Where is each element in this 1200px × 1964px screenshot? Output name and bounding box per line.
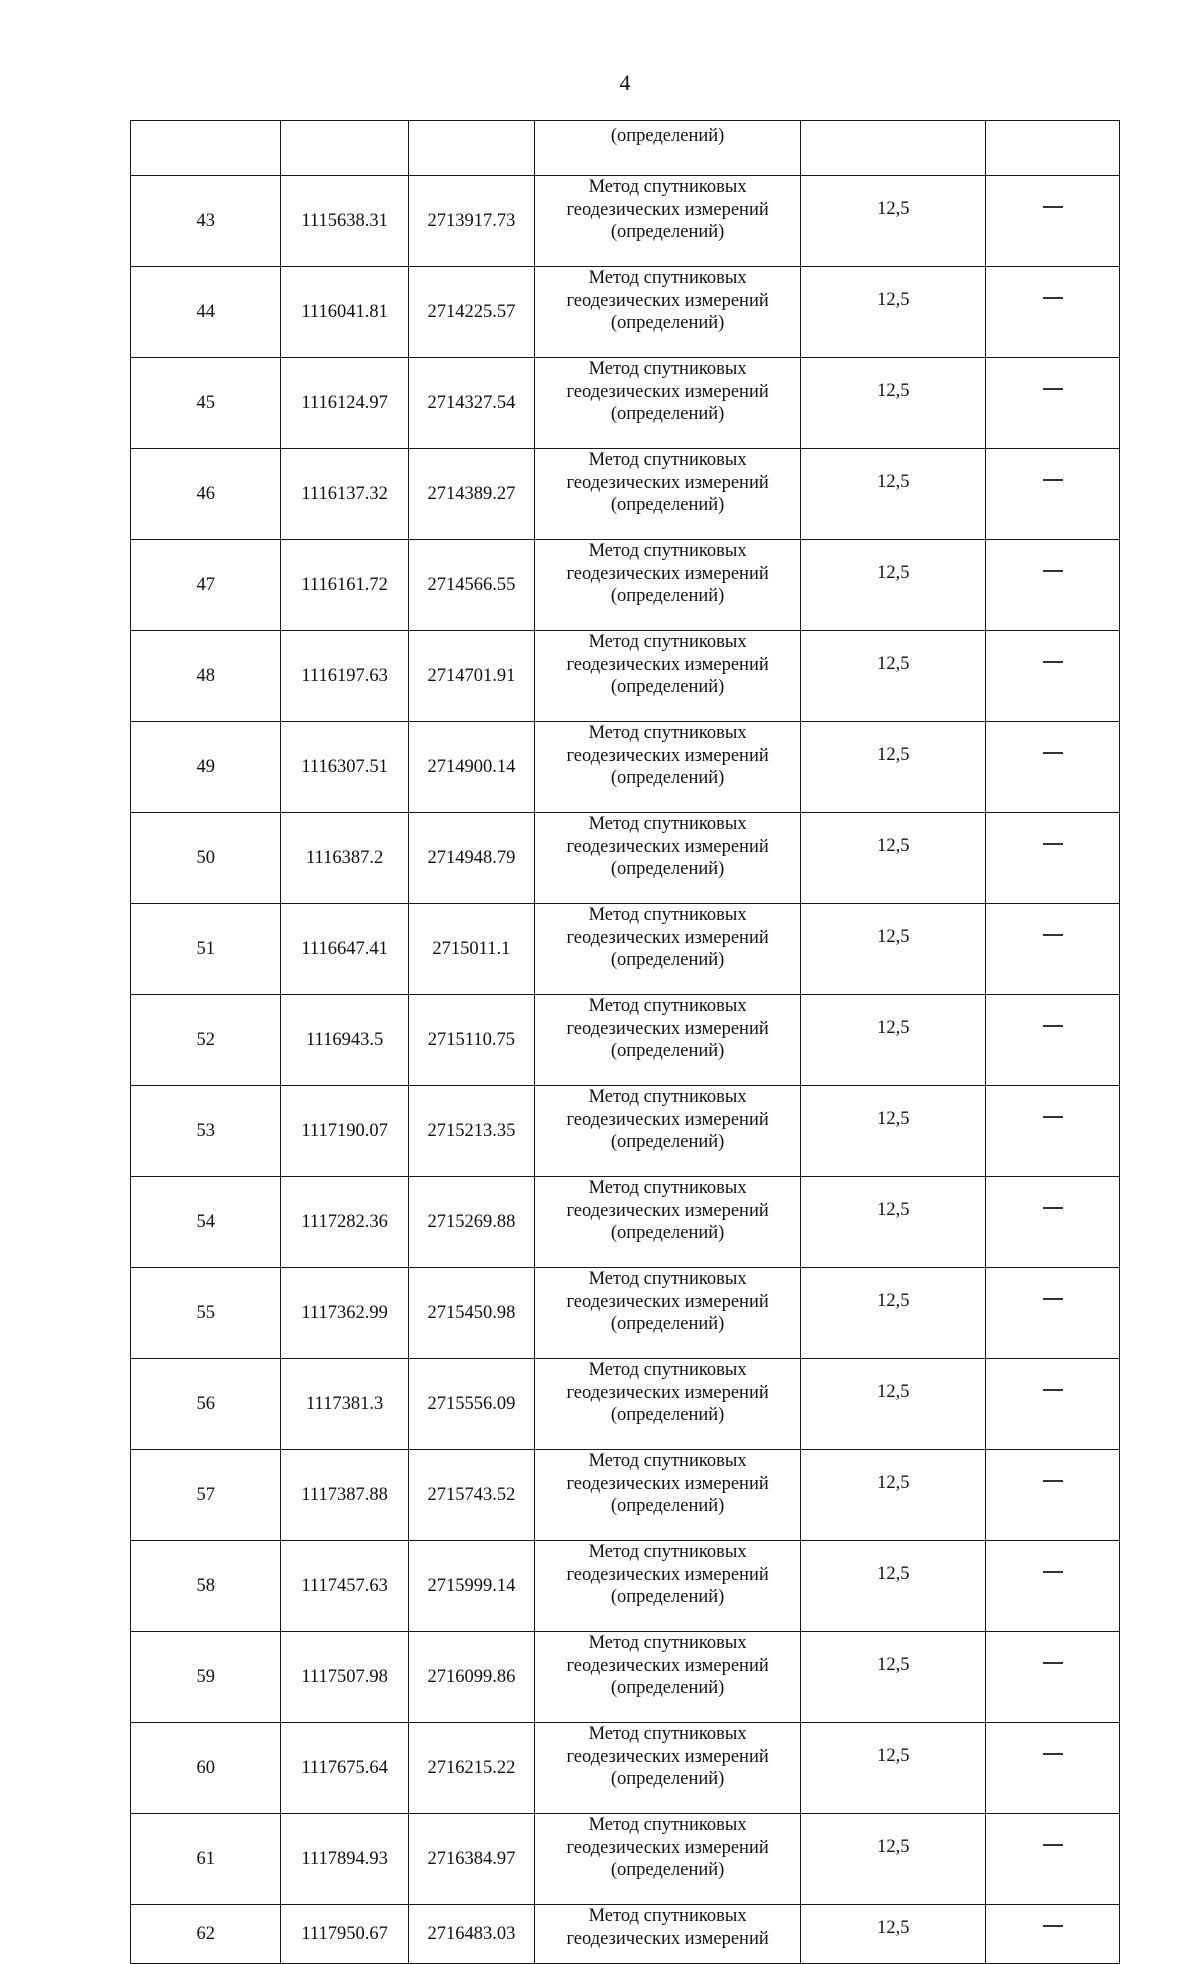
table-row xyxy=(131,358,1120,449)
method-line-2: геодезических измерений xyxy=(566,654,769,675)
table-row xyxy=(131,631,1120,722)
x-coordinate-cell: 1117457.63 xyxy=(281,1541,408,1632)
method-line-2: геодезических измерений xyxy=(566,199,769,220)
method-line-3: (определений) xyxy=(610,1314,725,1334)
x-coordinate-cell: 1116137.32 xyxy=(281,449,408,540)
method-line-3: (определений) xyxy=(610,404,725,424)
method-line-1: Метод спутниковых xyxy=(588,1269,747,1289)
method-line-1: Метод спутниковых xyxy=(588,268,747,288)
table-row xyxy=(131,1632,1120,1723)
method-line-3: (определений) xyxy=(610,1587,725,1607)
page-number: 4 xyxy=(619,70,631,95)
method-line-3: (определений) xyxy=(610,1223,725,1243)
method-line-3: (определений) xyxy=(610,222,725,242)
method-cell xyxy=(535,1086,801,1177)
accuracy-cell: 12,5 xyxy=(801,1905,986,1964)
cell-empty xyxy=(281,121,408,176)
dash-cell xyxy=(986,449,1120,540)
accuracy-cell: 12,5 xyxy=(801,1450,986,1541)
method-cell xyxy=(535,1723,801,1814)
accuracy-cell: 12,5 xyxy=(801,1723,986,1814)
method-line-1: Метод спутниковых xyxy=(588,814,747,834)
dash-cell xyxy=(986,1541,1120,1632)
method-line-2: геодезических измерений xyxy=(566,1928,769,1949)
dash-mark xyxy=(1043,1298,1063,1300)
accuracy-cell: 12,5 xyxy=(801,1814,986,1905)
y-coordinate-cell: 2715269.88 xyxy=(408,1177,534,1268)
method-line-3: (определений) xyxy=(610,1132,725,1152)
x-coordinate-cell: 1117507.98 xyxy=(281,1632,408,1723)
dash-mark xyxy=(1043,1207,1063,1209)
dash-mark xyxy=(1043,1025,1063,1027)
table-row xyxy=(131,995,1120,1086)
table-row xyxy=(131,1814,1120,1905)
method-line-2: геодезических измерений xyxy=(566,927,769,948)
accuracy-cell: 12,5 xyxy=(801,1359,986,1450)
point-number-cell: 53 xyxy=(131,1086,281,1177)
method-cell xyxy=(535,1814,801,1905)
method-cell xyxy=(535,813,801,904)
accuracy-cell: 12,5 xyxy=(801,995,986,1086)
table-row xyxy=(131,813,1120,904)
y-coordinate-cell: 2715743.52 xyxy=(408,1450,534,1541)
y-coordinate-cell: 2716099.86 xyxy=(408,1632,534,1723)
dash-cell xyxy=(986,1814,1120,1905)
dash-mark xyxy=(1043,1389,1063,1391)
accuracy-cell: 12,5 xyxy=(801,358,986,449)
method-cell xyxy=(535,1905,801,1964)
dash-mark xyxy=(1043,1662,1063,1664)
table-row xyxy=(131,1177,1120,1268)
dash-cell xyxy=(986,1905,1120,1964)
dash-mark xyxy=(1043,297,1063,299)
y-coordinate-cell: 2714389.27 xyxy=(408,449,534,540)
accuracy-cell: 12,5 xyxy=(801,813,986,904)
dash-mark xyxy=(1043,388,1063,390)
accuracy-cell: 12,5 xyxy=(801,1177,986,1268)
point-number-cell: 48 xyxy=(131,631,281,722)
y-coordinate-cell: 2714566.55 xyxy=(408,540,534,631)
dash-cell xyxy=(986,1450,1120,1541)
x-coordinate-cell: 1117387.88 xyxy=(281,1450,408,1541)
table-body xyxy=(131,121,1120,1964)
table-row xyxy=(131,540,1120,631)
method-line-3: (определений) xyxy=(610,1405,725,1425)
method-line-1: Метод спутниковых xyxy=(588,1178,747,1198)
accuracy-cell: 12,5 xyxy=(801,1268,986,1359)
y-coordinate-cell: 2714327.54 xyxy=(408,358,534,449)
method-continuation: (определений) xyxy=(535,121,801,176)
method-line-3: (определений) xyxy=(610,1860,725,1880)
method-line-2: геодезических измерений xyxy=(566,1746,769,1767)
y-coordinate-cell: 2715110.75 xyxy=(408,995,534,1086)
method-cell xyxy=(535,1359,801,1450)
dash-mark xyxy=(1043,1753,1063,1755)
method-line-1: Метод спутниковых xyxy=(588,1906,747,1926)
point-number-cell: 46 xyxy=(131,449,281,540)
method-line-3: (определений) xyxy=(610,768,725,788)
method-line-1: Метод спутниковых xyxy=(588,1724,747,1744)
dash-cell xyxy=(986,176,1120,267)
table-row xyxy=(131,176,1120,267)
x-coordinate-cell: 1116943.5 xyxy=(281,995,408,1086)
method-line-2: геодезических измерений xyxy=(566,1564,769,1585)
method-line-2: геодезических измерений xyxy=(566,836,769,857)
method-line-1: Метод спутниковых xyxy=(588,359,747,379)
method-cell xyxy=(535,904,801,995)
point-number-cell: 49 xyxy=(131,722,281,813)
table-row xyxy=(131,1450,1120,1541)
dash-cell xyxy=(986,540,1120,631)
method-line-2: геодезических измерений xyxy=(566,290,769,311)
dash-mark xyxy=(1043,570,1063,572)
table-row xyxy=(131,1086,1120,1177)
dash-mark xyxy=(1043,1480,1063,1482)
dash-mark xyxy=(1043,206,1063,208)
dash-cell xyxy=(986,1632,1120,1723)
x-coordinate-cell: 1116307.51 xyxy=(281,722,408,813)
cell-empty xyxy=(986,121,1120,176)
x-coordinate-cell: 1117362.99 xyxy=(281,1268,408,1359)
dash-mark xyxy=(1043,479,1063,481)
dash-cell xyxy=(986,267,1120,358)
method-line-2: геодезических измерений xyxy=(566,1655,769,1676)
dash-cell xyxy=(986,904,1120,995)
y-coordinate-cell: 2715450.98 xyxy=(408,1268,534,1359)
x-coordinate-cell: 1117381.3 xyxy=(281,1359,408,1450)
method-line-1: Метод спутниковых xyxy=(588,1542,747,1562)
method-line-2: геодезических измерений xyxy=(566,1291,769,1312)
method-cell xyxy=(535,176,801,267)
method-line-2: геодезических измерений xyxy=(566,1837,769,1858)
point-number-cell: 43 xyxy=(131,176,281,267)
method-line-1: Метод спутниковых xyxy=(588,1360,747,1380)
method-cell xyxy=(535,1177,801,1268)
y-coordinate-cell: 2714900.14 xyxy=(408,722,534,813)
point-number-cell: 57 xyxy=(131,1450,281,1541)
method-line-3: (определений) xyxy=(610,677,725,697)
method-line-3: (определений) xyxy=(610,495,725,515)
method-line-2: геодезических измерений xyxy=(566,381,769,402)
table-row xyxy=(131,267,1120,358)
y-coordinate-cell: 2716384.97 xyxy=(408,1814,534,1905)
y-coordinate-cell: 2714948.79 xyxy=(408,813,534,904)
dash-cell xyxy=(986,358,1120,449)
dash-cell xyxy=(986,1723,1120,1814)
method-cell xyxy=(535,631,801,722)
accuracy-cell: 12,5 xyxy=(801,631,986,722)
y-coordinate-cell: 2715999.14 xyxy=(408,1541,534,1632)
table-row xyxy=(131,1541,1120,1632)
method-line-1: Метод спутниковых xyxy=(588,450,747,470)
method-line-2: геодезических измерений xyxy=(566,1200,769,1221)
accuracy-cell: 12,5 xyxy=(801,540,986,631)
point-number-cell: 51 xyxy=(131,904,281,995)
method-cell xyxy=(535,1268,801,1359)
dash-cell xyxy=(986,1086,1120,1177)
x-coordinate-cell: 1117190.07 xyxy=(281,1086,408,1177)
coordinates-table xyxy=(130,120,1120,1964)
method-line-1: Метод спутниковых xyxy=(588,1633,747,1653)
method-line-1: Метод спутниковых xyxy=(588,1451,747,1471)
point-number-cell: 61 xyxy=(131,1814,281,1905)
dash-mark xyxy=(1043,1925,1063,1927)
dash-cell xyxy=(986,1359,1120,1450)
x-coordinate-cell: 1115638.31 xyxy=(281,176,408,267)
y-coordinate-cell: 2714701.91 xyxy=(408,631,534,722)
cell-empty xyxy=(131,121,281,176)
y-coordinate-cell: 2715556.09 xyxy=(408,1359,534,1450)
point-number-cell: 55 xyxy=(131,1268,281,1359)
method-line-1: Метод спутниковых xyxy=(588,1815,747,1835)
dash-cell xyxy=(986,1268,1120,1359)
table-row xyxy=(131,449,1120,540)
method-line-2: геодезических измерений xyxy=(566,1018,769,1039)
dash-cell xyxy=(986,631,1120,722)
cell-empty xyxy=(408,121,534,176)
method-line-1: Метод спутниковых xyxy=(588,905,747,925)
method-line-2: геодезических измерений xyxy=(566,472,769,493)
x-coordinate-cell: 1117675.64 xyxy=(281,1723,408,1814)
method-cell xyxy=(535,540,801,631)
table-row xyxy=(131,722,1120,813)
accuracy-cell: 12,5 xyxy=(801,449,986,540)
method-line-3: (определений) xyxy=(610,1496,725,1516)
accuracy-cell: 12,5 xyxy=(801,176,986,267)
method-cell xyxy=(535,722,801,813)
y-coordinate-cell: 2715011.1 xyxy=(408,904,534,995)
accuracy-cell: 12,5 xyxy=(801,1541,986,1632)
dash-mark xyxy=(1043,1116,1063,1118)
accuracy-cell: 12,5 xyxy=(801,1086,986,1177)
method-line-1: Метод спутниковых xyxy=(588,632,747,652)
dash-mark xyxy=(1043,752,1063,754)
table-row xyxy=(131,1268,1120,1359)
method-cell xyxy=(535,1541,801,1632)
dash-mark xyxy=(1043,934,1063,936)
method-line-1: Метод спутниковых xyxy=(588,723,747,743)
method-line-2: геодезических измерений xyxy=(566,563,769,584)
method-cell xyxy=(535,1450,801,1541)
point-number-cell: 56 xyxy=(131,1359,281,1450)
method-line-3: (определений) xyxy=(610,313,725,333)
dash-mark xyxy=(1043,1844,1063,1846)
method-line-3: (определений) xyxy=(610,1769,725,1789)
dash-mark xyxy=(1043,1571,1063,1573)
accuracy-cell: 12,5 xyxy=(801,1632,986,1723)
dash-mark xyxy=(1043,843,1063,845)
accuracy-cell: 12,5 xyxy=(801,267,986,358)
point-number-cell: 50 xyxy=(131,813,281,904)
table-row xyxy=(131,1359,1120,1450)
method-line-2: геодезических измерений xyxy=(566,1109,769,1130)
method-line-3: (определений) xyxy=(610,950,725,970)
x-coordinate-cell: 1117894.93 xyxy=(281,1814,408,1905)
method-line-2: геодезических измерений xyxy=(566,745,769,766)
y-coordinate-cell: 2716215.22 xyxy=(408,1723,534,1814)
x-coordinate-cell: 1116197.63 xyxy=(281,631,408,722)
x-coordinate-cell: 1116124.97 xyxy=(281,358,408,449)
y-coordinate-cell: 2714225.57 xyxy=(408,267,534,358)
method-line-3: (определений) xyxy=(610,859,725,879)
x-coordinate-cell: 1116161.72 xyxy=(281,540,408,631)
x-coordinate-cell: 1116387.2 xyxy=(281,813,408,904)
point-number-cell: 47 xyxy=(131,540,281,631)
method-line-1: Метод спутниковых xyxy=(588,996,747,1016)
table-row-continuation xyxy=(131,121,1120,176)
point-number-cell: 54 xyxy=(131,1177,281,1268)
dash-mark xyxy=(1043,661,1063,663)
table-row xyxy=(131,904,1120,995)
method-line-1: Метод спутниковых xyxy=(588,541,747,561)
method-cell xyxy=(535,1632,801,1723)
accuracy-cell: 12,5 xyxy=(801,904,986,995)
dash-cell xyxy=(986,813,1120,904)
method-cell xyxy=(535,995,801,1086)
x-coordinate-cell: 1117950.67 xyxy=(281,1905,408,1964)
method-cell xyxy=(535,267,801,358)
point-number-cell: 45 xyxy=(131,358,281,449)
point-number-cell: 52 xyxy=(131,995,281,1086)
method-cell xyxy=(535,449,801,540)
point-number-cell: 60 xyxy=(131,1723,281,1814)
point-number-cell: 59 xyxy=(131,1632,281,1723)
x-coordinate-cell: 1116647.41 xyxy=(281,904,408,995)
x-coordinate-cell: 1117282.36 xyxy=(281,1177,408,1268)
method-line-2: геодезических измерений xyxy=(566,1473,769,1494)
method-line-3: (определений) xyxy=(610,1041,725,1061)
point-number-cell: 62 xyxy=(131,1905,281,1964)
cell-empty xyxy=(801,121,986,176)
accuracy-cell: 12,5 xyxy=(801,722,986,813)
method-line-1: Метод спутниковых xyxy=(588,177,747,197)
table-row xyxy=(131,1723,1120,1814)
x-coordinate-cell: 1116041.81 xyxy=(281,267,408,358)
method-line-3: (определений) xyxy=(610,586,725,606)
dash-cell xyxy=(986,722,1120,813)
point-number-cell: 58 xyxy=(131,1541,281,1632)
table-row xyxy=(131,1905,1120,1964)
y-coordinate-cell: 2716483.03 xyxy=(408,1905,534,1964)
point-number-cell: 44 xyxy=(131,267,281,358)
dash-cell xyxy=(986,1177,1120,1268)
method-line-2: геодезических измерений xyxy=(566,1382,769,1403)
method-line-3: (определений) xyxy=(610,1678,725,1698)
y-coordinate-cell: 2713917.73 xyxy=(408,176,534,267)
dash-cell xyxy=(986,995,1120,1086)
method-line-1: Метод спутниковых xyxy=(588,1087,747,1107)
method-cell xyxy=(535,358,801,449)
y-coordinate-cell: 2715213.35 xyxy=(408,1086,534,1177)
